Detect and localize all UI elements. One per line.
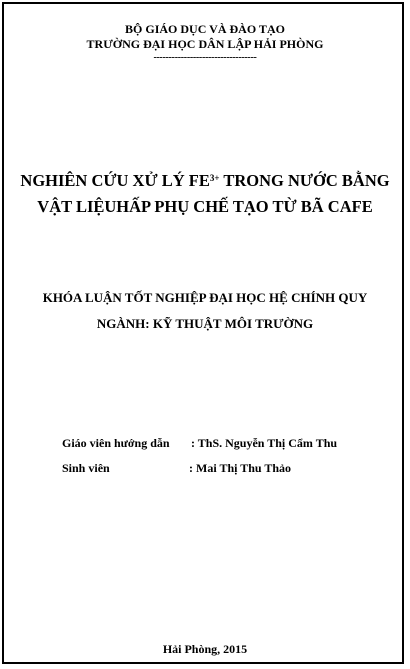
header-divider: ---------------------------------- [153,52,257,63]
page-border [2,2,404,664]
student-value: : Mai Thị Thu Thảo [189,461,292,475]
thesis-title-line-2: VẬT LIỆUHẤP PHỤ CHẾ TẠO TỪ BÃ CAFE [37,197,373,216]
thesis-major: NGÀNH: KỸ THUẬT MÔI TRƯỜNG [96,316,314,331]
thesis-title-line-1 [0,171,410,191]
supervisor-value: : ThS. Nguyễn Thị Cẩm Thu [191,436,338,450]
ministry-name: BỘ GIÁO DỤC VÀ ĐÀO TẠO [125,22,285,36]
student-label: Sinh viên [62,461,110,475]
title-text-before: NGHIÊN CỨU XỬ LÝ FE [20,171,210,190]
supervisor-row [62,436,337,450]
university-name: TRƯỜNG ĐẠI HỌC DÂN LẬP HẢI PHÒNG [86,37,324,51]
place-date: Hải Phòng, 2015 [162,642,248,656]
student-row [62,461,291,475]
thesis-type: KHÓA LUẬN TỐT NGHIỆP ĐẠI HỌC HỆ CHÍNH QUY [42,290,368,305]
title-text-after: TRONG NƯỚC BẰNG [219,171,390,190]
supervisor-label: Giáo viên hướng dẫn [62,436,170,450]
title-superscript: 3+ [209,173,220,183]
